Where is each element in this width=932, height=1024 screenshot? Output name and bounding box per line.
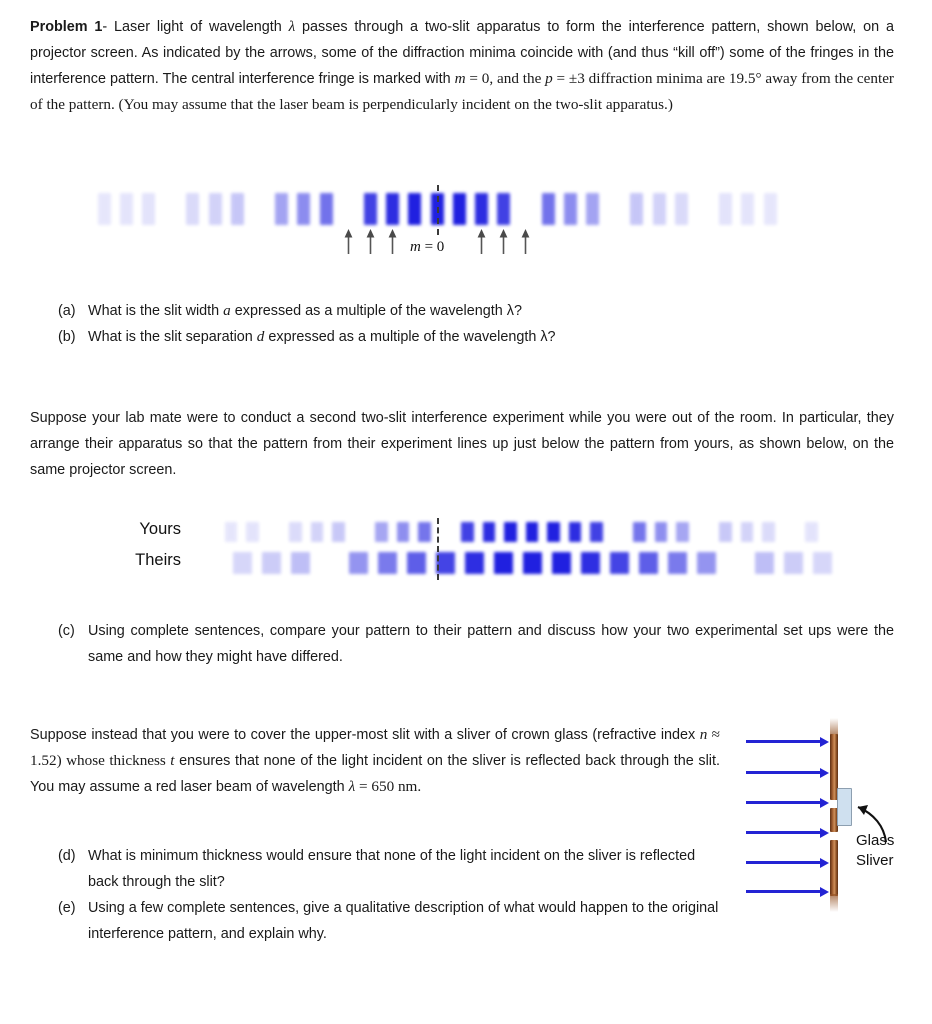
question-a-text — [88, 298, 758, 324]
fringe-bar — [655, 522, 668, 542]
glass-sliver-label-line2: Sliver — [856, 852, 894, 869]
comparison-center-dashed-line — [437, 518, 439, 580]
fringe-bar — [461, 522, 474, 542]
incident-beam-arrowhead — [820, 737, 829, 747]
questions-d-e-list — [58, 843, 723, 947]
incident-light-beam-arrow — [746, 771, 820, 774]
sliver-text-part-1: Suppose instead that you were to cover the upper-most slit with a sliver of crown glass (refractive index — [30, 727, 700, 743]
question-d-label: (d) — [58, 848, 76, 864]
diffraction-minimum-up-arrow — [520, 229, 531, 255]
fringe-bar — [564, 193, 577, 225]
fringe-bar — [784, 552, 803, 574]
fringe-bar — [547, 522, 560, 542]
incident-beam-arrowhead — [820, 858, 829, 868]
question-d-text: What is minimum thickness would ensure that none of the light incident on the sliver is reflected back through the slit? — [88, 848, 696, 890]
fringe-bar — [590, 522, 603, 542]
fringe-bar — [639, 552, 658, 574]
center-axis-dashed-line — [437, 185, 439, 235]
fringe-bar — [297, 193, 310, 225]
problem-text-part-1: - Laser light of wavelength — [102, 19, 289, 35]
fringe-bar — [497, 193, 510, 225]
question-c-list — [58, 618, 894, 670]
fringe-bar — [741, 522, 754, 542]
question-item-b — [58, 324, 758, 350]
fringe-bar — [581, 552, 600, 574]
d-symbol: d — [256, 328, 265, 345]
incident-light-beam-arrow — [746, 861, 820, 864]
fringe-bar — [231, 193, 244, 225]
glass-sliver-paragraph — [30, 722, 720, 800]
fringe-bar — [633, 522, 646, 542]
fringe-bar — [813, 552, 832, 574]
labmate-paragraph: Suppose your lab mate were to conduct a second two-slit interference experiment while you were out of the room. In particular, they arrange their apparatus so that the pattern from their experiment lines up just below the pattern from yours, as shown below, on the same projector screen. — [30, 410, 894, 478]
fringe-bar — [349, 552, 368, 574]
fringe-bar — [630, 193, 643, 225]
fringe-bar — [697, 552, 716, 574]
question-a-text-pre: What is the slit width — [88, 303, 224, 319]
fringe-bar — [209, 193, 222, 225]
lambda-symbol-sliver: λ — [348, 778, 356, 795]
pattern-comparison-figure — [95, 518, 735, 584]
question-c-label: (c) — [58, 623, 75, 639]
m-label-equals-zero: = 0 — [420, 239, 445, 255]
fringe-bar — [719, 522, 732, 542]
fringe-bar — [225, 522, 238, 542]
incident-beam-arrowhead — [820, 828, 829, 838]
fringe-bar — [676, 522, 689, 542]
sliver-wavelength-value: = 650 nm. — [355, 778, 422, 795]
fringe-bar — [453, 193, 466, 225]
fringe-bar — [186, 193, 199, 225]
fringe-bar — [552, 552, 571, 574]
fringe-bar — [332, 522, 345, 542]
p-equation-and-rest: = ±3 diffraction minima are 19.5° away from the center of the pattern. (You may assume that the laser beam is perpendicularly incident on the two-slit apparatus.) — [30, 70, 894, 113]
question-item-c — [58, 618, 894, 670]
fringe-bar — [120, 193, 133, 225]
lambda-symbol: λ — [288, 18, 296, 35]
fringe-strip-yours — [190, 522, 806, 542]
fringe-bar — [762, 522, 775, 542]
fringe-bar — [483, 522, 496, 542]
diffraction-minimum-up-arrow — [476, 229, 487, 255]
theirs-label: Theirs — [135, 551, 181, 569]
fringe-bar — [504, 522, 517, 542]
incident-light-beam-arrow — [746, 831, 820, 834]
problem-statement-paragraph — [30, 14, 894, 118]
glass-sliver-diagram — [744, 718, 932, 914]
n-symbol: n — [699, 726, 708, 743]
m-label-italic: m — [410, 239, 421, 255]
fringe-bar — [311, 522, 324, 542]
fringe-bar — [142, 193, 155, 225]
sliver-text-part-3: ensures that none of the light incident on the sliver is reflected back through the slit. You may assume a red laser beam of wavelength — [30, 753, 720, 795]
fringe-strip-theirs — [190, 552, 806, 574]
fringe-bar — [805, 522, 818, 542]
glass-sliver-label-line1: Glass — [856, 832, 895, 849]
m-equation: = 0, and the — [465, 70, 546, 87]
diffraction-minimum-up-arrow — [343, 229, 354, 255]
question-e-text: Using a few complete sentences, give a qualitative description of what would happen to the original interference pattern, and explain why. — [88, 900, 719, 942]
diffraction-minima-arrow-row — [60, 229, 872, 257]
fringe-bar — [320, 193, 333, 225]
question-c-text: Using complete sentences, compare your pattern to their pattern and discuss how your two experimental set ups were the same and how they might have differed. — [88, 623, 894, 665]
sliver-text-part-2: ≈ 1.52) whose thickness — [30, 726, 720, 769]
fringe-bar — [289, 522, 302, 542]
question-item-d — [58, 843, 723, 895]
t-symbol: t — [170, 752, 175, 769]
fringe-bar — [675, 193, 688, 225]
fringe-bar — [741, 193, 754, 225]
fringe-bar — [378, 552, 397, 574]
m-symbol: m — [454, 70, 466, 87]
question-b-text — [88, 324, 758, 350]
question-b-text-pre: What is the slit separation — [88, 329, 257, 345]
fringe-bar — [246, 522, 259, 542]
diffraction-minimum-up-arrow — [387, 229, 398, 255]
fringe-bar — [386, 193, 399, 225]
interference-pattern-figure — [60, 185, 872, 265]
p-symbol: p — [545, 70, 553, 87]
barrier-segment-lower — [830, 840, 838, 896]
fringe-bar — [233, 552, 252, 574]
diffraction-minimum-up-arrow — [498, 229, 509, 255]
incident-beam-arrowhead — [820, 768, 829, 778]
fringe-bar — [494, 552, 513, 574]
a-symbol: a — [223, 302, 231, 319]
fringe-bar — [610, 552, 629, 574]
fringe-bar — [364, 193, 377, 225]
fringe-bar — [668, 552, 687, 574]
question-b-label: (b) — [58, 329, 76, 345]
fringe-strip-main — [60, 193, 872, 225]
question-a-label: (a) — [58, 303, 76, 319]
m-zero-label — [410, 239, 444, 256]
fringe-bar — [275, 193, 288, 225]
question-item-a — [58, 298, 758, 324]
incident-beam-arrowhead — [820, 798, 829, 808]
question-e-label: (e) — [58, 900, 76, 916]
fringe-bar — [526, 522, 539, 542]
fringe-bar — [653, 193, 666, 225]
fringe-bar — [475, 193, 488, 225]
incident-light-beam-arrow — [746, 740, 820, 743]
fringe-bar — [719, 193, 732, 225]
fringe-bar — [407, 552, 426, 574]
fringe-bar — [542, 193, 555, 225]
problem-text-part-2: passes through a two-slit apparatus to form the interference pattern, shown below, on a projector screen. As indicated by the arrows, some of the diffraction minima coincide with (and thus “kill off”) some of the fringes in the interference pattern. The central interference fringe is marked with — [30, 19, 894, 87]
question-b-text-post: expressed as a multiple of the wavelength λ? — [264, 329, 556, 345]
incident-beam-arrowhead — [820, 887, 829, 897]
fringe-bar — [586, 193, 599, 225]
incident-light-beam-arrow — [746, 890, 820, 893]
barrier-fade-bottom — [830, 894, 838, 912]
fringe-bar — [262, 552, 281, 574]
questions-a-b-list — [58, 298, 758, 350]
yours-label: Yours — [139, 520, 181, 538]
fringe-bar — [291, 552, 310, 574]
fringe-bar — [98, 193, 111, 225]
fringe-bar — [569, 522, 582, 542]
question-item-e — [58, 895, 723, 947]
question-a-text-post: expressed as a multiple of the wavelength λ? — [230, 303, 522, 319]
incident-light-beam-arrow — [746, 801, 820, 804]
fringe-bar — [764, 193, 777, 225]
fringe-bar — [408, 193, 421, 225]
problem-number-label: Problem 1 — [30, 19, 103, 35]
fringe-bar — [375, 522, 388, 542]
fringe-bar — [465, 552, 484, 574]
fringe-bar — [523, 552, 542, 574]
fringe-bar — [397, 522, 410, 542]
fringe-bar — [755, 552, 774, 574]
fringe-bar — [418, 522, 431, 542]
diffraction-minimum-up-arrow — [365, 229, 376, 255]
